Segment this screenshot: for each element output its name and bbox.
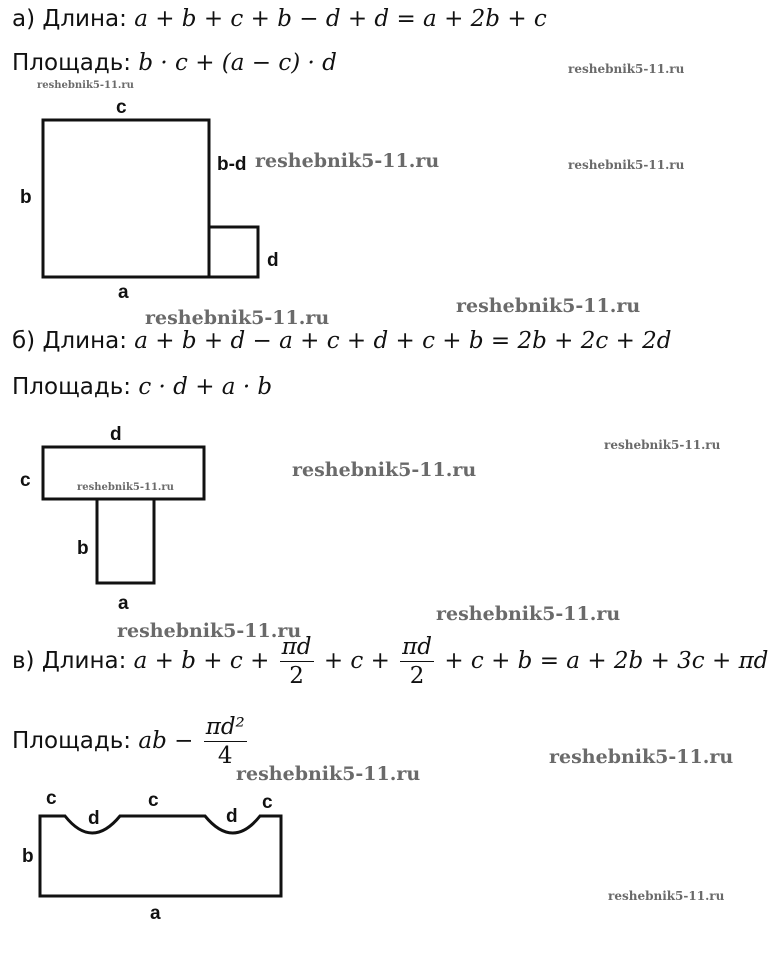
part-a-length-label: а) Длина:	[12, 6, 127, 32]
watermark: reshebnik5-11.ru	[292, 459, 477, 481]
watermark: reshebnik5-11.ru	[37, 80, 134, 91]
part-c-area	[12, 716, 250, 768]
part-a-area-label: Площадь:	[12, 50, 132, 76]
figure-a-label-bottom: a	[118, 282, 129, 303]
part-c-length	[12, 636, 768, 688]
watermark: reshebnik5-11.ru	[436, 603, 621, 625]
figure-a-outline	[43, 120, 258, 277]
figure-b-label-left: c	[20, 470, 31, 491]
watermark: reshebnik5-11.ru	[608, 889, 725, 903]
part-a-area-formula: b · c + (a − c) · d	[138, 50, 337, 76]
figure-b-label-bottom: a	[118, 593, 129, 614]
figure-a-label-small: d	[267, 250, 279, 271]
watermark: reshebnik5-11.ru	[77, 482, 174, 493]
figure-c	[0, 780, 779, 930]
part-c-area-label: Площадь:	[12, 728, 132, 754]
part-c-length-end: + c + b = a + 2b + 3c + πd	[444, 648, 769, 674]
figure-c-label-bottom: a	[150, 903, 161, 924]
part-b-length-label: б) Длина:	[12, 328, 127, 354]
figure-a-label-top: c	[116, 97, 127, 118]
figure-c-outline	[40, 816, 281, 896]
part-b-area-formula: c · d + a · b	[138, 374, 273, 400]
part-c-area-fraction: $\frac{\text{πd²}}{4}$	[205, 714, 245, 769]
part-c-area-start: ab −	[138, 728, 194, 754]
part-b-area-label: Площадь:	[12, 374, 132, 400]
part-b-area	[12, 376, 272, 399]
watermark: reshebnik5-11.ru	[568, 158, 685, 172]
watermark: reshebnik5-11.ru	[604, 438, 721, 452]
figure-b-bottom-rect	[97, 499, 154, 583]
watermark: reshebnik5-11.ru	[568, 62, 685, 76]
watermark: reshebnik5-11.ru	[456, 295, 641, 317]
figure-c-label-d1: d	[88, 808, 100, 829]
part-b-length	[12, 330, 672, 353]
figure-b-label-lower-left: b	[77, 538, 89, 559]
part-b-length-formula: a + b + d − a + c + d + c + b = 2b + 2c + 2d	[134, 328, 672, 354]
part-c-fraction-1: $\frac{\pi d}{2}$	[281, 634, 312, 689]
part-a-length-formula: a + b + c + b − d + d = a + 2b + c	[134, 6, 547, 32]
watermark: reshebnik5-11.ru	[255, 150, 440, 172]
figure-b-label-top: d	[110, 424, 122, 445]
watermark: reshebnik5-11.ru	[236, 763, 421, 785]
figure-c-label-c3: c	[262, 792, 273, 813]
figure-c-label-left: b	[22, 846, 34, 867]
part-c-length-label: в) Длина:	[12, 648, 127, 674]
figure-c-label-c1: c	[46, 788, 57, 809]
part-c-fraction-2: $\frac{\pi d}{2}$	[402, 634, 433, 689]
figure-a-label-step: b-d	[217, 154, 247, 175]
part-c-length-start: a + b + c +	[133, 648, 270, 674]
figure-c-label-d2: d	[226, 806, 238, 827]
figure-a-label-left: b	[20, 187, 32, 208]
watermark: reshebnik5-11.ru	[145, 307, 330, 329]
watermark: reshebnik5-11.ru	[549, 746, 734, 768]
watermark: reshebnik5-11.ru	[117, 620, 302, 642]
figure-c-label-c2: c	[148, 790, 159, 811]
part-c-length-mid: + c +	[323, 648, 390, 674]
figure-b	[0, 400, 779, 620]
